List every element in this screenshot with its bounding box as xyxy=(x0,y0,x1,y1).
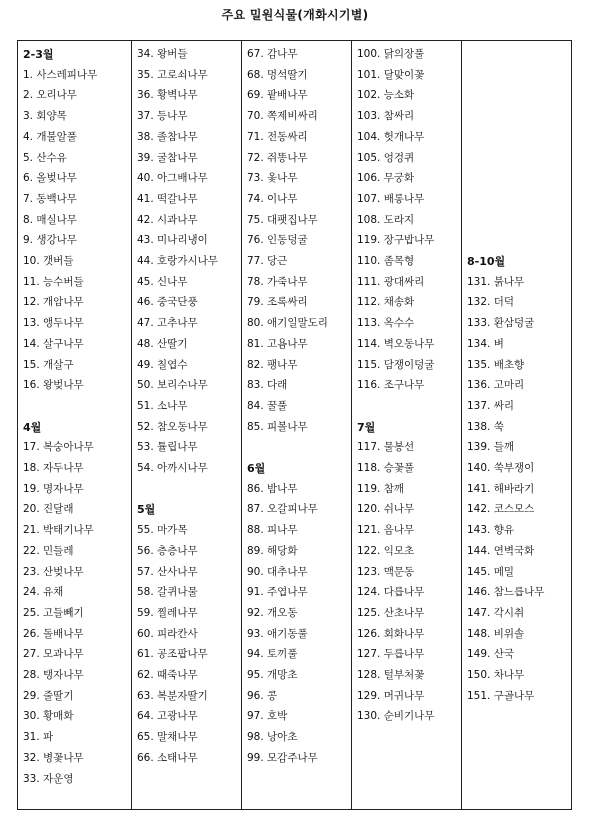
plant-entry: 72. 쥐똥나무 xyxy=(247,151,308,164)
plant-entry: 151. 구골나무 xyxy=(467,689,535,702)
plant-entry: 111. 광대싸리 xyxy=(357,275,425,288)
plant-entry: 73. 옻나무 xyxy=(247,172,298,185)
plant-entry: 87. 오갈피나무 xyxy=(247,503,318,516)
plant-entry: 114. 벽오동나무 xyxy=(357,337,435,350)
column-3 xyxy=(242,41,352,809)
plant-entry: 79. 조록싸리 xyxy=(247,296,308,309)
plant-entry: 76. 인동덩굴 xyxy=(247,234,308,247)
plant-entry: 16. 왕벚나무 xyxy=(23,379,84,392)
plant-entry: 98. 낭아초 xyxy=(247,731,298,744)
plant-entry: 93. 애기동풀 xyxy=(247,627,308,640)
plant-entry: 54. 아까시나무 xyxy=(137,462,208,474)
plant-entry: 42. 시과나무 xyxy=(137,213,198,226)
month-heading: 2-3월 xyxy=(23,48,54,61)
plant-entry: 133. 환삼덩굴 xyxy=(467,317,535,330)
plant-entry: 35. 고로쇠나무 xyxy=(137,68,208,81)
plant-entry: 34. 왕버들 xyxy=(137,48,188,60)
plant-entry: 101. 달맞이꽃 xyxy=(357,68,425,81)
plant-entry: 77. 당근 xyxy=(247,255,288,267)
column-5 xyxy=(462,41,573,809)
plant-entry: 141. 해바라기 xyxy=(467,482,535,495)
plant-entry: 130. 순비기나무 xyxy=(357,710,435,723)
plant-entry: 127. 두릅나무 xyxy=(357,648,425,661)
plant-entry: 45. 신나무 xyxy=(137,275,188,288)
plant-entry: 140. 쑥부쟁이 xyxy=(467,462,535,474)
plant-entry: 58. 갈퀴나물 xyxy=(137,586,198,599)
plant-entry: 150. 차나무 xyxy=(467,669,525,681)
plant-entry: 38. 졸참나무 xyxy=(137,130,198,143)
plant-entry: 95. 개망초 xyxy=(247,669,298,681)
plant-entry: 115. 담쟁이덩굴 xyxy=(357,358,435,371)
plant-entry: 106. 무궁화 xyxy=(357,172,415,185)
plant-entry: 1. 사스레피나무 xyxy=(23,68,98,81)
plant-entry: 85. 피볼나무 xyxy=(247,420,308,433)
plant-entry: 120. 쉬나무 xyxy=(357,503,415,516)
plant-entry: 75. 대팻집나무 xyxy=(247,213,318,226)
plant-entry: 47. 고추나무 xyxy=(137,317,198,330)
plant-entry: 65. 말채나무 xyxy=(137,731,198,744)
plant-entry: 57. 산사나무 xyxy=(137,565,198,578)
plant-entry: 137. 싸리 xyxy=(467,399,515,412)
plant-entry: 103. 참싸리 xyxy=(357,110,415,123)
plant-entry: 52. 참오동나무 xyxy=(137,420,208,433)
plant-entry: 68. 멍석딸기 xyxy=(247,68,308,81)
plant-entry: 105. 엉겅퀴 xyxy=(357,151,415,164)
plant-entry: 30. 황매화 xyxy=(23,710,74,723)
plant-entry: 60. 피라칸사 xyxy=(137,627,198,640)
plant-entry: 3. 회양목 xyxy=(23,110,67,123)
plant-entry: 6. 올벚나무 xyxy=(23,172,77,185)
plant-entry: 145. 메밀 xyxy=(467,565,515,578)
column-4 xyxy=(352,41,462,809)
plant-entry: 92. 개오동 xyxy=(247,606,298,619)
plant-entry: 14. 살구나무 xyxy=(23,337,84,350)
plant-entry: 128. 털부처꽃 xyxy=(357,669,425,681)
plant-entry: 63. 복분자딸기 xyxy=(137,689,208,702)
plant-entry: 146. 참느릅나무 xyxy=(467,586,545,599)
plant-entry: 136. 고마리 xyxy=(467,379,525,392)
month-heading: 4월 xyxy=(23,420,42,434)
plant-entry: 62. 때죽나무 xyxy=(137,669,198,681)
plant-entry: 110. 좀목형 xyxy=(357,255,415,267)
plant-entry: 82. 팽나무 xyxy=(247,358,298,371)
plant-entry: 118. 승꽃풀 xyxy=(357,462,415,474)
month-heading: 8-10월 xyxy=(467,255,506,268)
plant-entry: 55. 마가목 xyxy=(137,524,188,537)
plant-entry: 97. 호박 xyxy=(247,710,288,723)
plant-entry: 147. 각시취 xyxy=(467,606,525,619)
plant-entry: 64. 고광나무 xyxy=(137,710,198,723)
plant-entry: 26. 돌배나무 xyxy=(23,627,84,640)
plant-entry: 29. 줄딸기 xyxy=(23,689,74,702)
plant-entry: 28. 탱자나무 xyxy=(23,669,84,681)
plant-entry: 15. 개살구 xyxy=(23,358,74,371)
plant-entry: 40. 아그배나무 xyxy=(137,172,208,185)
plant-entry: 119. 참깨 xyxy=(357,482,405,495)
plant-entry: 102. 능소화 xyxy=(357,89,415,102)
plant-entry: 56. 층층나무 xyxy=(137,544,198,557)
plant-entry: 67. 감나무 xyxy=(247,48,298,60)
plant-entry: 69. 팥배나무 xyxy=(247,89,308,102)
plant-entry: 131. 붉나무 xyxy=(467,275,525,288)
plant-entry: 134. 벼 xyxy=(467,337,504,350)
plant-entry: 78. 가죽나무 xyxy=(247,275,308,288)
plant-entry: 59. 찔레나무 xyxy=(137,606,198,619)
plant-entry: 8. 매실나무 xyxy=(23,213,77,226)
plant-entry: 132. 더덕 xyxy=(467,296,515,309)
plant-entry: 86. 밤나무 xyxy=(247,482,298,495)
plant-entry: 19. 명자나무 xyxy=(23,482,84,495)
plant-entry: 66. 소태나무 xyxy=(137,751,198,764)
plant-entry: 113. 옥수수 xyxy=(357,317,415,330)
plant-entry: 104. 헛개나무 xyxy=(357,130,425,143)
plant-entry: 39. 굴참나무 xyxy=(137,151,198,164)
plant-entry: 7. 동백나무 xyxy=(23,192,77,205)
plant-entry: 49. 칠엽수 xyxy=(137,358,188,371)
plant-entry: 50. 보리수나무 xyxy=(137,379,208,392)
plant-entry: 5. 산수유 xyxy=(23,151,67,164)
plant-entry: 123. 맥문동 xyxy=(357,565,415,578)
plant-entry: 81. 고욤나무 xyxy=(247,337,308,350)
plant-entry: 4. 개불알풀 xyxy=(23,130,77,143)
plant-entry: 41. 떡갈나무 xyxy=(137,192,198,205)
plant-entry: 138. 쑥 xyxy=(467,420,504,433)
plant-entry: 149. 산국 xyxy=(467,648,515,661)
plant-entry: 112. 채송화 xyxy=(357,296,415,309)
plant-entry: 148. 비위솔 xyxy=(467,627,525,640)
plant-entry: 20. 진달래 xyxy=(23,503,74,516)
plant-entry: 44. 호랑가시나무 xyxy=(137,255,218,267)
plant-entry: 33. 자운영 xyxy=(23,772,74,785)
plant-entry: 13. 앵두나무 xyxy=(23,317,84,330)
month-heading: 5월 xyxy=(137,503,156,517)
plant-entry: 96. 콩 xyxy=(247,689,278,702)
plant-entry: 100. 닭의장풀 xyxy=(357,48,425,60)
plant-entry: 99. 모감주나무 xyxy=(247,751,318,764)
plant-entry: 31. 파 xyxy=(23,731,54,744)
plant-entry: 80. 애기일말도리 xyxy=(247,317,328,330)
plant-entry: 37. 등나무 xyxy=(137,110,188,123)
plant-entry: 32. 병꽃나무 xyxy=(23,751,84,764)
month-heading: 6월 xyxy=(247,462,266,475)
plant-entry: 94. 토끼풀 xyxy=(247,648,298,661)
plant-entry: 144. 연벽국화 xyxy=(467,544,535,557)
plant-entry: 17. 복숭아나무 xyxy=(23,441,94,454)
plant-entry: 22. 민들레 xyxy=(23,544,74,557)
plant-entry: 107. 배롱나무 xyxy=(357,192,425,205)
plant-entry: 116. 조구나무 xyxy=(357,379,425,392)
plant-entry: 23. 산벚나무 xyxy=(23,565,84,578)
plant-entry: 24. 유채 xyxy=(23,586,64,599)
plant-entry: 71. 전동싸리 xyxy=(247,130,308,143)
plant-entry: 143. 향유 xyxy=(467,524,515,537)
plant-entry: 121. 음나무 xyxy=(357,524,415,537)
plant-entry: 119. 장구밥나무 xyxy=(357,234,435,247)
plant-table xyxy=(17,40,572,810)
plant-entry: 43. 미나리냉이 xyxy=(137,234,208,247)
plant-entry: 124. 다릅나무 xyxy=(357,586,425,599)
plant-entry: 46. 중국단풍 xyxy=(137,296,198,309)
plant-entry: 36. 황벽나무 xyxy=(137,89,198,102)
plant-entry: 51. 소나무 xyxy=(137,399,188,412)
plant-entry: 89. 해당화 xyxy=(247,544,298,557)
plant-entry: 139. 들깨 xyxy=(467,441,515,454)
plant-entry: 2. 오리나무 xyxy=(23,89,77,102)
plant-entry: 21. 박태기나무 xyxy=(23,524,94,537)
plant-entry: 70. 쪽제비싸리 xyxy=(247,110,318,123)
plant-entry: 117. 물봉선 xyxy=(357,441,415,454)
plant-entry: 83. 다래 xyxy=(247,379,288,392)
plant-entry: 126. 회화나무 xyxy=(357,627,425,640)
plant-entry: 53. 튤립나무 xyxy=(137,441,198,454)
column-2 xyxy=(132,41,242,809)
plant-entry: 108. 도라지 xyxy=(357,213,415,226)
plant-entry: 18. 자두나무 xyxy=(23,462,84,474)
plant-entry: 9. 생강나무 xyxy=(23,234,77,247)
column-1 xyxy=(18,41,132,809)
plant-entry: 135. 배초향 xyxy=(467,358,525,371)
plant-entry: 61. 공조팝나무 xyxy=(137,648,208,661)
plant-entry: 91. 주엽나무 xyxy=(247,586,308,599)
plant-entry: 129. 머귀나무 xyxy=(357,689,425,702)
plant-entry: 11. 능수버들 xyxy=(23,275,84,288)
plant-entry: 142. 코스모스 xyxy=(467,503,535,516)
plant-entry: 74. 이나무 xyxy=(247,192,298,205)
month-heading: 7월 xyxy=(357,420,376,434)
plant-entry: 90. 대추나무 xyxy=(247,565,308,578)
plant-entry: 125. 산초나무 xyxy=(357,606,425,619)
plant-entry: 25. 고들빼기 xyxy=(23,606,84,619)
plant-entry: 12. 개암나무 xyxy=(23,296,84,309)
plant-entry: 84. 꿀풀 xyxy=(247,399,288,412)
plant-entry: 10. 갯버들 xyxy=(23,255,74,267)
page-title: 주요 밀원식물(개화시기별) xyxy=(221,8,369,22)
plant-entry: 48. 산딸기 xyxy=(137,337,188,350)
plant-entry: 27. 모과나무 xyxy=(23,648,84,661)
plant-entry: 122. 익모초 xyxy=(357,544,415,557)
plant-entry: 88. 피나무 xyxy=(247,524,298,537)
